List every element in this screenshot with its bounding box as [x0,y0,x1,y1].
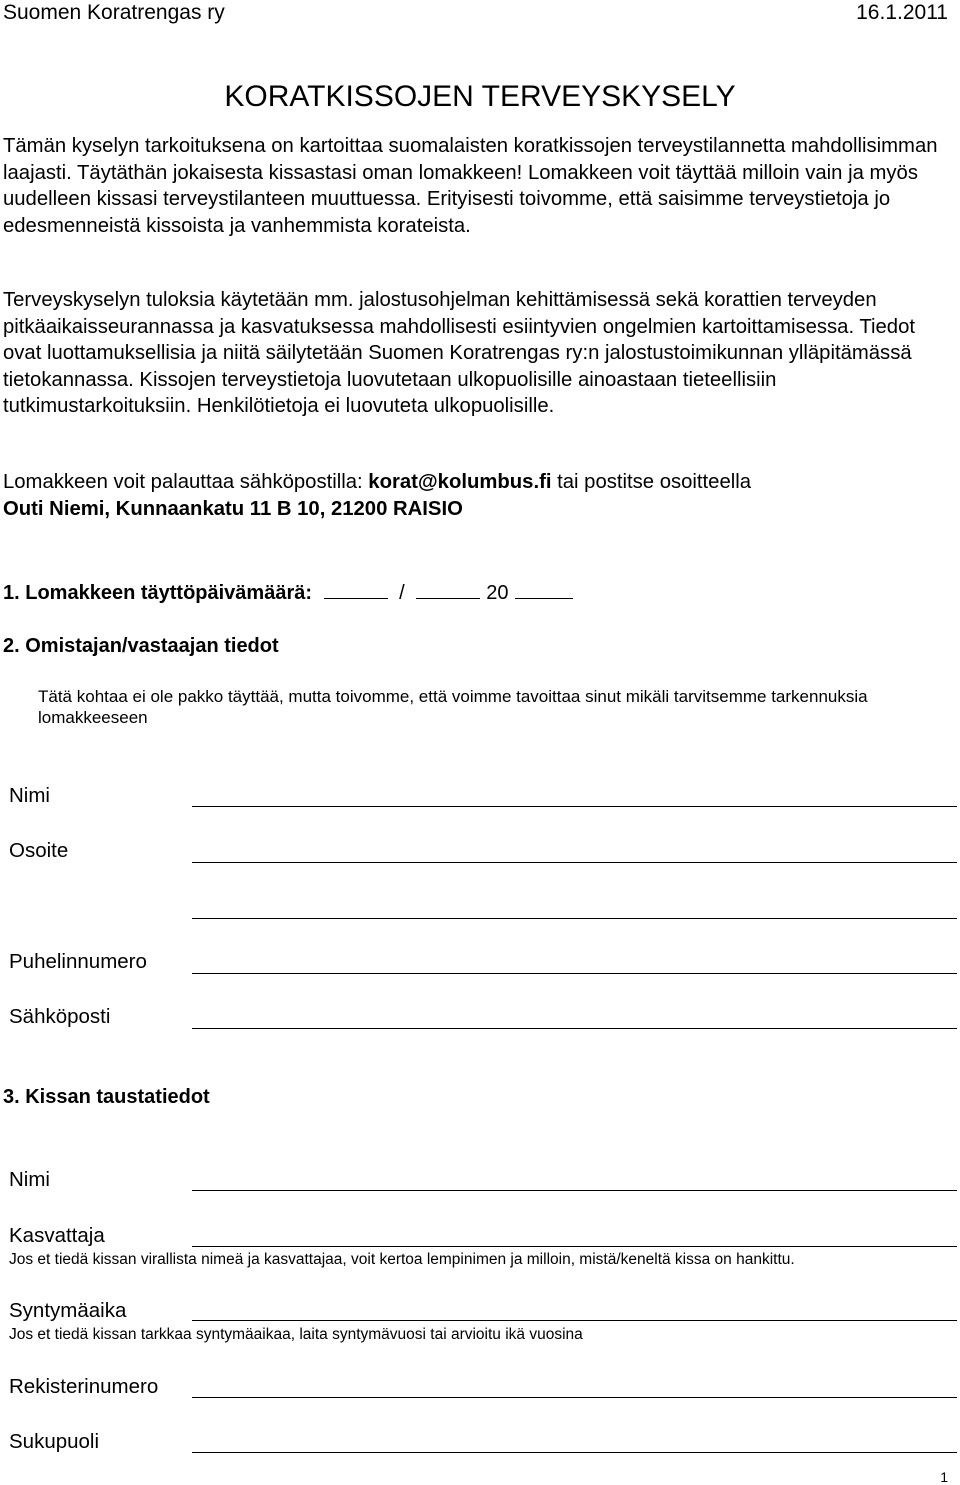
cat-birthdate-field[interactable] [192,1320,957,1321]
fill-date-row [3,580,579,605]
cat-breeder-field[interactable] [192,1246,957,1247]
cat-name-field[interactable] [192,1190,957,1191]
cat-birthdate-label: Syntymäaika [9,1299,127,1322]
cat-sex-label: Sukupuoli [9,1430,100,1453]
fill-date-day-field[interactable] [324,580,388,599]
cat-birthdate-note: Jos et tiedä kissan tarkkaa syntymäaikaa, laita syntymävuosi tai arvioitu ikä vuosina [9,1326,583,1343]
owner-email-field[interactable] [192,1028,957,1029]
fill-date-label: 1. Lomakkeen täyttöpäivämäärä: [3,582,313,604]
fill-date-year-field[interactable] [515,580,573,599]
owner-address-label: Osoite [9,839,69,862]
organization-name: Suomen Koratrengas ry [3,1,225,24]
cat-registration-label: Rekisterinumero [9,1375,159,1398]
cat-registration-field[interactable] [192,1397,957,1398]
owner-name-field[interactable] [192,806,957,807]
return-address: Outi Niemi, Kunnaankatu 11 B 10, 21200 RAISIO [3,497,463,520]
owner-address-field-2[interactable] [192,918,957,919]
cat-breeder-label: Kasvattaja [9,1224,105,1247]
cat-name-label: Nimi [9,1168,50,1191]
owner-email-label: Sähköposti [9,1005,111,1028]
document-title: KORATKISSOJEN TERVEYSKYSELY [224,80,736,113]
intro-paragraph-1: Tämän kyselyn tarkoituksena on kartoittaa suomalaisten koratkissojen terveystilannetta mahdollisimman laajasti. Täytäthän jokaisesta kissastasi oman lomakkeen! Lomakkeen voit täyttää milloin vain ja myös uudelleen kissasi terveystilanteen muuttuessa. Erityisesti toivomme, että saisimme terveystietoja jo edesmenneistä kissoista ja vanhemmista korateista. [3,135,938,237]
owner-name-label: Nimi [9,784,50,807]
cat-sex-field[interactable] [192,1452,957,1453]
owner-phone-label: Puhelinnumero [9,950,147,973]
return-instructions [3,469,943,522]
fill-date-separator: / [399,582,405,604]
cat-breeder-note: Jos et tiedä kissan virallista nimeä ja kasvattajaa, voit kertoa lempinimen ja milloin, mistä/keneltä kissa on hankittu. [9,1251,795,1268]
owner-section-note: Tätä kohtaa ei ole pakko täyttää, mutta toivomme, että voimme tavoittaa sinut mikäli tarvitsemme tarkennuksia lomakkeeseen [38,687,868,727]
return-instructions-suffix: tai postitse osoitteella [551,471,752,493]
page-number: 1 [940,1469,948,1485]
intro-paragraph-2: Terveyskyselyn tuloksia käytetään mm. jalostusohjelman kehittämisessä sekä korattien terveyden pitkäaikaisseurannassa ja kasvatuksessa mahdollisesti esiintyvien ongelmien kartoittamisessa. Tiedot ovat luottamuksellisia ja niitä säilytetään Suomen Koratrengas ry:n jalostustoimikunnan ylläpitämässä tietokannassa. Kissojen terveystietoja luovutetaan ulkopuolisille ainoastaan tieteellisiin tutkimustarkoituksiin. Henkilötietoja ei luovuteta ulkopuolisille. [3,289,915,418]
owner-phone-field[interactable] [192,973,957,974]
return-instructions-prefix: Lomakkeen voit palauttaa sähköpostilla: [3,471,369,493]
cat-section-heading: 3. Kissan taustatiedot [3,1086,210,1108]
document-date: 16.1.2011 [856,1,948,24]
fill-date-year-prefix: 20 [486,582,509,604]
return-email: korat@kolumbus.fi [368,471,552,493]
owner-section-heading: 2. Omistajan/vastaajan tiedot [3,635,279,657]
fill-date-month-field[interactable] [416,580,480,599]
owner-address-field-1[interactable] [192,862,957,863]
